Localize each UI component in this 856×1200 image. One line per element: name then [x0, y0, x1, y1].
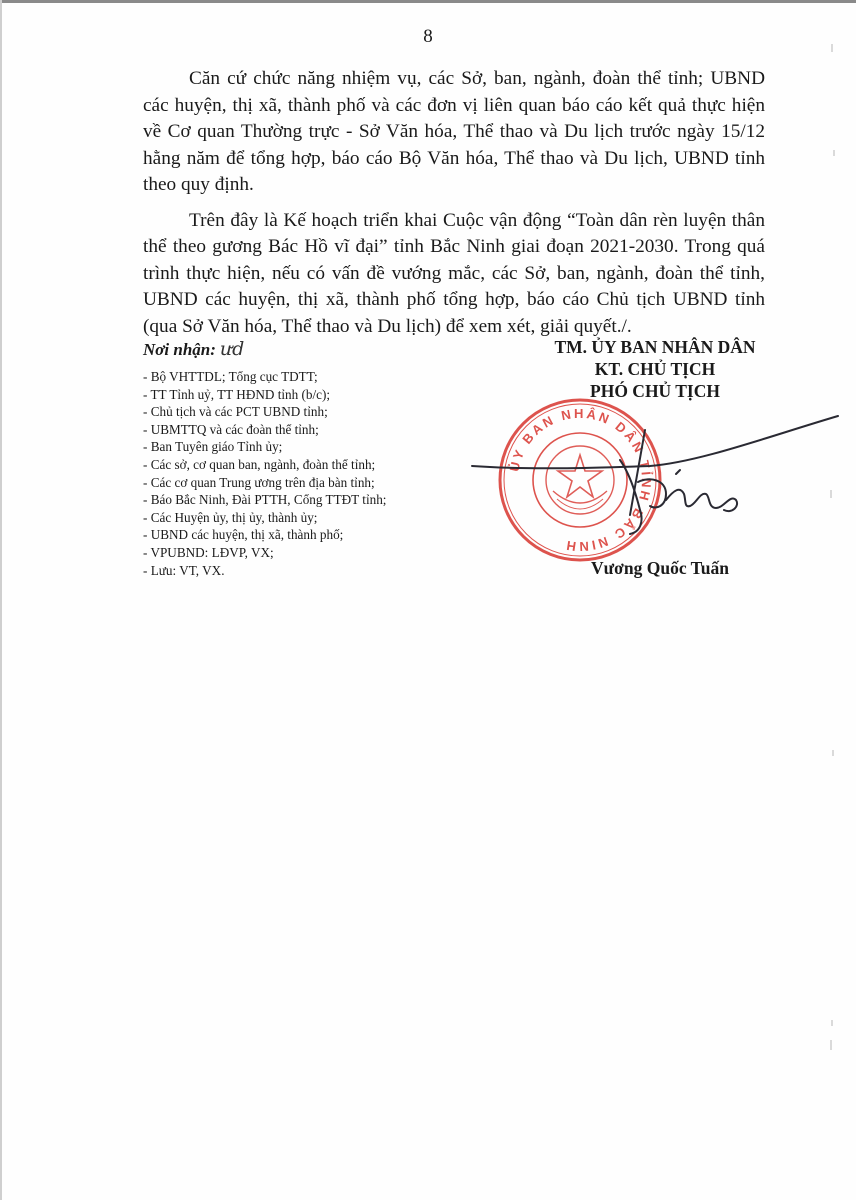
signer-name: Vương Quốc Tuấn — [591, 558, 729, 578]
scan-marks — [826, 30, 846, 1130]
recipients-list — [143, 368, 473, 579]
recipient-item: - Các cơ quan Trung ương trên địa bàn tỉnh; — [143, 474, 375, 490]
recipient-item: - Bộ VHTTDL; Tổng cục TDTT; — [143, 369, 318, 384]
signature-authority: TM. ỦY BAN NHÂN DÂN — [554, 337, 756, 357]
recipient-item: - Các Huyện ủy, thị ủy, thành ủy; — [143, 509, 318, 525]
seal-text: ỦY BAN NHÂN DÂN TỈNH BẮC NINH — [506, 405, 655, 555]
signature-on-behalf: KT. CHỦ TỊCH — [594, 359, 716, 379]
paragraph-closing: Trên đây là Kế hoạch triển khai Cuộc vận động “Toàn dân rèn luyện thân thể theo gương Bác Hồ vĩ đại” tỉnh Bắc Ninh giai đoạn 2021-2030. Trong quá trình thực hiện, nếu có vấn đề vướng mắc, các Sở, ban, ngành, đoàn thể tỉnh, UBND các huyện, thị xã, thành phố tổng hợp, báo cáo Chủ tịch UBND tỉnh (qua Sở Văn hóa, Thể thao và Du lịch) để xem xét, giải quyết./. — [143, 209, 765, 337]
recipient-item: - Báo Bắc Ninh, Đài PTTH, Cổng TTĐT tỉnh; — [143, 492, 387, 508]
recipient-item: - Chủ tịch và các PCT UBND tỉnh; — [143, 404, 328, 420]
signature-block — [500, 336, 810, 402]
recipient-item: - TT Tỉnh uỷ, TT HĐND tỉnh (b/c); — [143, 386, 331, 402]
recipient-item: - UBND các huyện, thị xã, thành phố; — [143, 527, 344, 543]
recipients-block — [143, 338, 473, 579]
recipient-item: - UBMTTQ và các đoàn thể tỉnh; — [143, 421, 319, 437]
body-text — [143, 66, 765, 349]
left-border — [0, 0, 2, 1200]
recipients-title: Nơi nhận: — [143, 340, 216, 359]
handwritten-signature — [470, 410, 840, 550]
recipient-item: - Các sở, cơ quan ban, ngành, đoàn thể tỉnh; — [143, 456, 376, 472]
recipients-heading — [143, 338, 473, 360]
recipient-item: - Lưu: VT, VX. — [143, 562, 225, 578]
recipient-item: - Ban Tuyên giáo Tỉnh ủy; — [143, 439, 283, 455]
recipients-initials: ưd — [219, 338, 245, 360]
page-number: 8 — [423, 26, 433, 47]
paragraph-reporting: Căn cứ chức năng nhiệm vụ, các Sở, ban, ngành, đoàn thể tỉnh; UBND các huyện, thị xã, thành phố và các đơn vị liên quan báo cáo kết quả thực hiện về Cơ quan Thường trực - Sở Văn hóa, Thể thao và Du lịch trước ngày 15/12 hằng năm để tổng hợp, báo cáo Bộ Văn hóa, Thể thao và Du lịch, UBND tỉnh theo quy định. — [143, 68, 765, 195]
recipient-item: - VPUBND: LĐVP, VX; — [143, 544, 274, 560]
signature-title: PHÓ CHỦ TỊCH — [590, 381, 720, 401]
top-border — [0, 0, 856, 3]
